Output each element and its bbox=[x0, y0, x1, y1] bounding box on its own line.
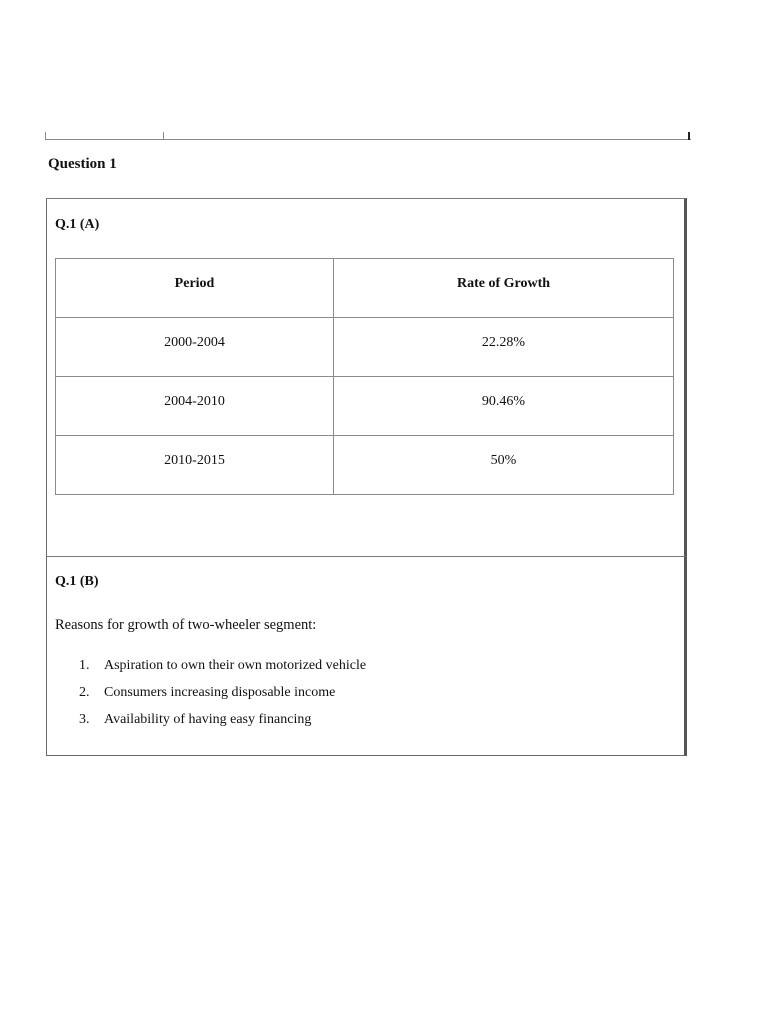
header-period: Period bbox=[56, 259, 334, 318]
table-row bbox=[56, 436, 674, 495]
list-item bbox=[79, 685, 366, 712]
section-q1a bbox=[46, 198, 687, 557]
list-item bbox=[79, 658, 366, 685]
cell-rate: 90.46% bbox=[334, 377, 674, 436]
reasons-list bbox=[79, 658, 366, 739]
ruler-tick bbox=[163, 132, 164, 140]
list-item-text: Consumers increasing disposable income bbox=[104, 685, 336, 700]
list-item-text: Aspiration to own their own motorized vehicle bbox=[104, 658, 367, 673]
list-item-number: 3. bbox=[79, 712, 90, 727]
table-header-row bbox=[56, 259, 674, 318]
ruler bbox=[45, 132, 691, 142]
table-row bbox=[56, 377, 674, 436]
cell-period: 2004-2010 bbox=[56, 377, 334, 436]
list-item-number: 1. bbox=[79, 658, 90, 673]
list-item-text: Availability of having easy financing bbox=[104, 712, 312, 727]
growth-rate-table bbox=[55, 258, 674, 495]
section-q1a-label: Q.1 (A) bbox=[55, 217, 100, 232]
cell-period: 2010-2015 bbox=[56, 436, 334, 495]
question-heading: Question 1 bbox=[48, 156, 117, 172]
ruler-line bbox=[45, 139, 691, 140]
header-rate-of-growth: Rate of Growth bbox=[334, 259, 674, 318]
cell-rate: 22.28% bbox=[334, 318, 674, 377]
list-item bbox=[79, 712, 366, 739]
ruler-tick bbox=[45, 132, 46, 140]
ruler-tick bbox=[688, 132, 690, 140]
section-q1b-label: Q.1 (B) bbox=[55, 574, 99, 589]
cell-rate: 50% bbox=[334, 436, 674, 495]
cell-period: 2000-2004 bbox=[56, 318, 334, 377]
table-row bbox=[56, 318, 674, 377]
section-q1b bbox=[46, 557, 687, 756]
reasons-intro: Reasons for growth of two-wheeler segment: bbox=[55, 617, 317, 633]
list-item-number: 2. bbox=[79, 685, 90, 700]
